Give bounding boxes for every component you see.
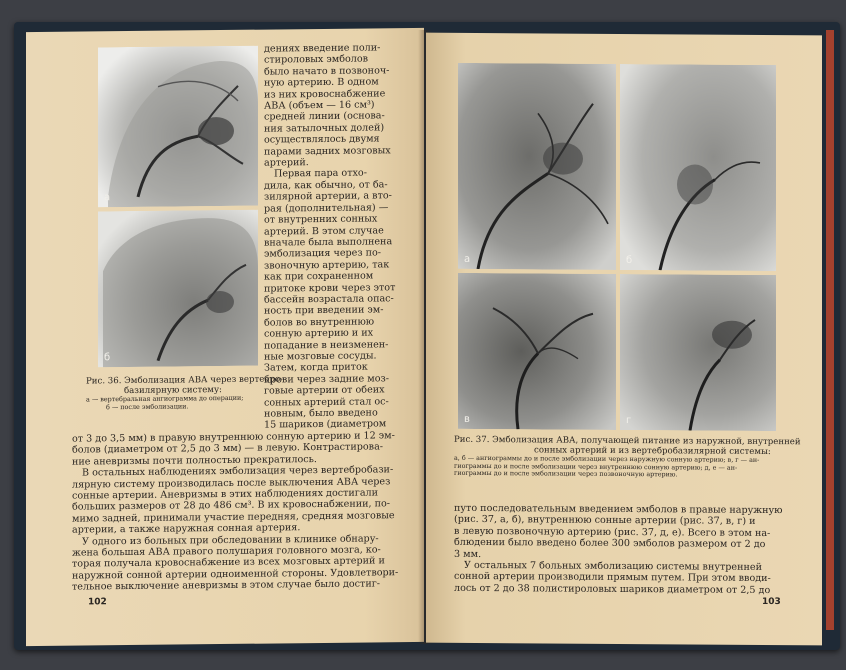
- text-line: сонных артерий стал ос-: [264, 395, 389, 409]
- text-line: В остальных наблюдениях эмболизация через вертебробази-: [82, 464, 394, 479]
- text-line: звоночную артерию, так: [264, 258, 390, 272]
- text-line: больших размеров от 28 до 486 см³. В их кровоснабжении, по-: [72, 498, 391, 514]
- text-line: ные мозговые сосуды.: [264, 350, 377, 363]
- xray-panel-d: [620, 274, 776, 431]
- text-line: ние аневризмы почти полностью прекратилось.: [72, 453, 317, 468]
- text-line: ность при введении эм-: [264, 304, 384, 317]
- text-line: притоке крови через этот: [264, 281, 396, 295]
- text-line: эмболизация через по-: [264, 247, 382, 260]
- text-line: Первая пара отхо-: [274, 167, 367, 180]
- text-line: от 3 до 3,5 мм) в правую внутреннюю сонную артерию и 12 эм-: [72, 430, 395, 445]
- text-line: рая (дополнительная) —: [264, 201, 389, 215]
- text-line: ную артерию. В одном: [264, 76, 379, 89]
- text-line: болов во внутреннюю: [264, 316, 375, 329]
- text-line: артерий. В этом случае: [264, 224, 384, 238]
- xray-panel-b: [620, 64, 776, 271]
- caption-note-line: а — вертебральная ангиограмма до операции;: [86, 393, 244, 404]
- page-number: 103: [762, 596, 781, 608]
- text-line: попадание в неизменен-: [264, 338, 389, 352]
- caption-note-line: гиограммы до и после эмболизации через позвоночную артерию.: [454, 469, 678, 479]
- text-line: было начато в позвоноч-: [264, 65, 390, 78]
- text-line: жена большая АВА правого полушария головного мозга, ко-: [72, 544, 381, 559]
- panel-b-label: б: [104, 352, 111, 364]
- text-line: У остальных 7 больных эмболизацию системы внутренней: [464, 559, 762, 573]
- text-line: лось от 2 до 38 полистироловых шариков диаметром от 2,5 до: [454, 582, 771, 596]
- text-line: вначале была выполнена: [264, 236, 393, 249]
- text-line: говые артерии от обеих: [264, 384, 385, 397]
- panel-b-label: б: [626, 255, 633, 267]
- right-page-text: [454, 503, 804, 597]
- text-line: тельное выключение аневризмы в этом случае было достиг-: [72, 578, 381, 593]
- text-line: осуществлялось двумя: [264, 133, 380, 146]
- caption-title-line: Рис. 37. Эмболизация АВА, получающей питание из наружной, внутренней: [454, 434, 801, 448]
- text-line: наружной сонной артерии одноименной стороны. Удовлетвори-: [72, 567, 399, 582]
- caption-note-line: а, б — ангиограммы до и после эмболизации через наружную сонную артерию; в, г — ан-: [454, 453, 760, 464]
- text-line: сонные артерии. Аневризмы в этих наблюдениях достигали: [72, 487, 379, 502]
- xray-panel-c: [458, 273, 616, 430]
- xray-panel-a: [98, 46, 258, 208]
- caption-note-line: гиограммы до и после эмболизации через внутреннюю сонную артерию; д, е — ан-: [454, 461, 738, 472]
- panel-a-label: а: [104, 192, 111, 204]
- text-line: У одного из больных при обследовании в клинике обнару-: [82, 533, 379, 548]
- text-line: путо последовательным введением эмболов в правые наружную: [454, 502, 783, 517]
- text-line: болов (диаметром от 2,5 до 3 мм) — в левую. Контрастирова-: [72, 441, 384, 457]
- panel-a-label: а: [464, 253, 471, 265]
- text-line: лярную систему производилась после выключения АВА через: [72, 475, 391, 491]
- text-line: от внутренних сонных: [264, 213, 378, 226]
- text-line: новным, было введено: [264, 407, 378, 420]
- text-line: артерии, а также наружная сонная артерия.: [72, 522, 301, 536]
- text-line: мимо задней, принимали участие передняя, средняя мозговые: [72, 510, 395, 525]
- text-line: сонную артерию и их: [264, 327, 374, 340]
- text-line: (рис. 37, а, б), внутреннюю сонные артерии (рис. 37, в, г) и: [454, 514, 756, 528]
- text-line: 3 мм.: [454, 548, 482, 560]
- text-line: из них кровоснабжение: [264, 87, 386, 101]
- xray-panel-b: [98, 210, 258, 368]
- text-line: крови через задние моз-: [264, 373, 389, 386]
- text-line: Затем, когда приток: [264, 361, 368, 374]
- text-line: средней линии (основа-: [264, 110, 385, 124]
- text-line: как при сохраненном: [264, 270, 374, 283]
- text-line: в левую позвоночную артерию (рис. 37, д, е). Всего в этом на-: [454, 525, 771, 539]
- text-line: АВА (объем — 16 см³): [264, 99, 375, 112]
- caption-note-line: б — после эмболизации.: [106, 401, 189, 411]
- caption-title-line: Рис. 36. Эмболизация АВА через вертебро-: [86, 374, 284, 387]
- text-line: стироловых эмболов: [264, 53, 369, 66]
- caption-title-line: базилярную систему:: [124, 385, 222, 397]
- page-number: 102: [88, 597, 107, 608]
- text-line: ния затылочных долей): [264, 122, 385, 135]
- left-page: [26, 28, 424, 646]
- text-line: парами задних мозговых: [264, 144, 391, 158]
- text-line: 15 шариков (диаметром: [264, 418, 387, 431]
- cover-edge: [826, 30, 834, 630]
- left-full-width-text: [72, 430, 414, 593]
- figure-37-caption: [454, 435, 801, 480]
- text-line: дениях введение поли-: [264, 42, 381, 55]
- text-line: бассейн возрастала опас-: [264, 293, 394, 306]
- text-line: артерий.: [264, 157, 309, 169]
- panel-d-label: г: [626, 415, 632, 427]
- panel-c-label: в: [464, 413, 470, 425]
- text-line: торая получала кровоснабжение из всех мозговых артерий и: [72, 555, 385, 571]
- text-line: зилярной артерии, а вто-: [264, 190, 392, 203]
- caption-title-line: сонных артерий и из вертебробазилярной системы:: [534, 445, 771, 458]
- left-column-text: [264, 42, 412, 431]
- xray-panel-a: [458, 63, 616, 270]
- right-page: [426, 33, 822, 646]
- text-line: сонной артерии производили прямым путем. При этом вводи-: [454, 571, 771, 585]
- figure-36-caption: [86, 374, 283, 411]
- text-line: блюдении было введено более 300 эмболов размером от 2 до: [454, 537, 766, 551]
- text-line: дила, как обычно, от ба-: [264, 179, 388, 192]
